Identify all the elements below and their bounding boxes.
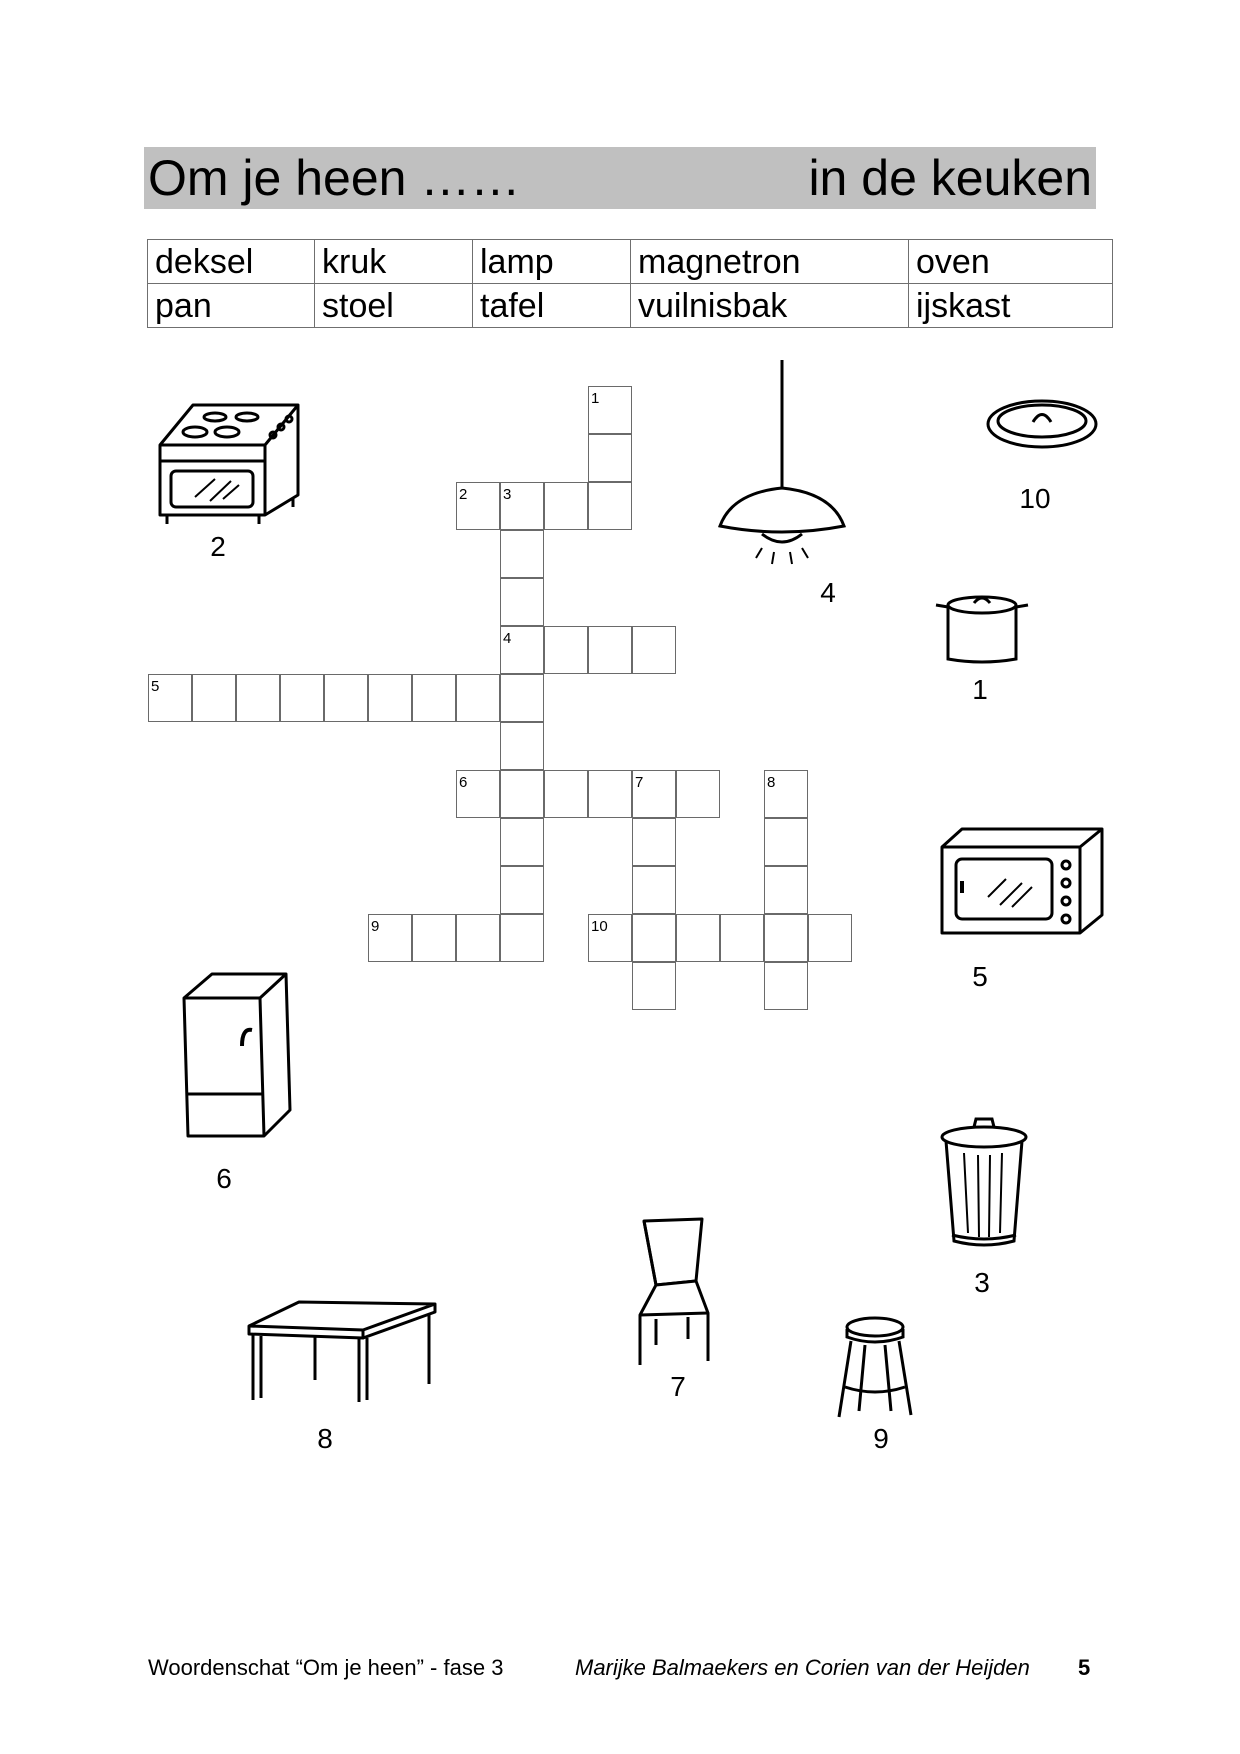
- clue-number: 8: [767, 774, 776, 791]
- crossword-cell[interactable]: [764, 914, 808, 962]
- crossword-cell[interactable]: [808, 914, 852, 962]
- crossword-cell[interactable]: [500, 530, 544, 578]
- fridge-icon: [180, 970, 292, 1140]
- lamp-icon: [712, 358, 852, 573]
- crossword-cell[interactable]: [588, 626, 632, 674]
- title-right: in de keuken: [808, 150, 1092, 206]
- crossword-cell[interactable]: [588, 386, 632, 434]
- crossword-cell[interactable]: [632, 818, 676, 866]
- crossword-cell[interactable]: [588, 434, 632, 482]
- crossword-cell[interactable]: [500, 914, 544, 962]
- word-cell: stoel: [315, 284, 473, 328]
- crossword-cell[interactable]: [500, 722, 544, 770]
- crossword-cell[interactable]: [368, 914, 412, 962]
- crossword-cell[interactable]: [632, 626, 676, 674]
- crossword-cell[interactable]: [764, 866, 808, 914]
- crossword-cell[interactable]: [500, 626, 544, 674]
- crossword-cell[interactable]: [500, 482, 544, 530]
- clue-number: 5: [151, 678, 160, 695]
- pan-lid-icon: [985, 395, 1100, 455]
- crossword-cell[interactable]: [456, 770, 500, 818]
- word-cell: kruk: [315, 240, 473, 284]
- crossword-cell[interactable]: [588, 914, 632, 962]
- crossword-cell[interactable]: [148, 674, 192, 722]
- clue-number: 10: [591, 918, 608, 935]
- crossword-cell[interactable]: [632, 866, 676, 914]
- picture-label: 6: [216, 1163, 232, 1194]
- trash-bin-icon: [938, 1115, 1030, 1250]
- word-bank-row: [148, 240, 1113, 284]
- title-left: Om je heen ……: [148, 150, 521, 206]
- crossword-cell[interactable]: [456, 914, 500, 962]
- footer-authors: Marijke Balmaekers en Corien van der Heijden: [575, 1655, 1030, 1680]
- oven-icon: [155, 397, 300, 527]
- crossword-cell[interactable]: [544, 770, 588, 818]
- crossword-cell[interactable]: [324, 674, 368, 722]
- crossword-cell[interactable]: [588, 482, 632, 530]
- page-title: [144, 147, 1096, 209]
- crossword-cell[interactable]: [676, 914, 720, 962]
- clue-number: 4: [503, 630, 512, 647]
- crossword-cell[interactable]: [632, 770, 676, 818]
- crossword-cell[interactable]: [456, 482, 500, 530]
- word-cell: vuilnisbak: [631, 284, 909, 328]
- crossword-cell[interactable]: [544, 482, 588, 530]
- crossword-cell[interactable]: [588, 770, 632, 818]
- word-cell: deksel: [148, 240, 315, 284]
- word-bank-table: [147, 239, 1113, 328]
- pan-icon: [932, 585, 1032, 665]
- word-cell: magnetron: [631, 240, 909, 284]
- picture-label: 10: [1019, 483, 1051, 514]
- crossword-cell[interactable]: [632, 962, 676, 1010]
- word-cell: oven: [909, 240, 1113, 284]
- crossword-cell[interactable]: [412, 674, 456, 722]
- page-number: 5: [1078, 1655, 1091, 1680]
- crossword-cell[interactable]: [500, 770, 544, 818]
- picture-label: 1: [972, 674, 988, 705]
- crossword-cell[interactable]: [632, 914, 676, 962]
- crossword-cell[interactable]: [280, 674, 324, 722]
- clue-number: 7: [635, 774, 644, 791]
- picture-label: 5: [972, 961, 988, 992]
- clue-number: 1: [591, 390, 600, 407]
- picture-label: 7: [670, 1371, 686, 1402]
- clue-number: 2: [459, 486, 468, 503]
- picture-label: 9: [873, 1423, 889, 1454]
- crossword-cell[interactable]: [412, 914, 456, 962]
- word-cell: ijskast: [909, 284, 1113, 328]
- table-icon: [245, 1298, 439, 1404]
- crossword-cell[interactable]: [676, 770, 720, 818]
- crossword-cell[interactable]: [456, 674, 500, 722]
- word-cell: tafel: [473, 284, 631, 328]
- word-cell: lamp: [473, 240, 631, 284]
- picture-label: 2: [210, 531, 226, 562]
- crossword-cell[interactable]: [500, 578, 544, 626]
- crossword-cell[interactable]: [544, 626, 588, 674]
- crossword-cell[interactable]: [192, 674, 236, 722]
- crossword-cell[interactable]: [500, 866, 544, 914]
- stool-icon: [835, 1315, 915, 1421]
- picture-label: 4: [820, 577, 836, 608]
- picture-label: 3: [974, 1267, 990, 1298]
- microwave-icon: [938, 825, 1106, 937]
- chair-icon: [626, 1215, 712, 1375]
- footer-series: Woordenschat “Om je heen” - fase 3: [148, 1655, 504, 1680]
- word-cell: pan: [148, 284, 315, 328]
- crossword-cell[interactable]: [236, 674, 280, 722]
- crossword-cell[interactable]: [368, 674, 412, 722]
- clue-number: 3: [503, 486, 512, 503]
- clue-number: 6: [459, 774, 468, 791]
- crossword-cell[interactable]: [764, 818, 808, 866]
- crossword-cell[interactable]: [500, 818, 544, 866]
- crossword-cell[interactable]: [500, 674, 544, 722]
- crossword-cell[interactable]: [720, 914, 764, 962]
- crossword-cell[interactable]: [764, 962, 808, 1010]
- picture-label: 8: [317, 1423, 333, 1454]
- clue-number: 9: [371, 918, 380, 935]
- word-bank-row: [148, 284, 1113, 328]
- crossword-cell[interactable]: [764, 770, 808, 818]
